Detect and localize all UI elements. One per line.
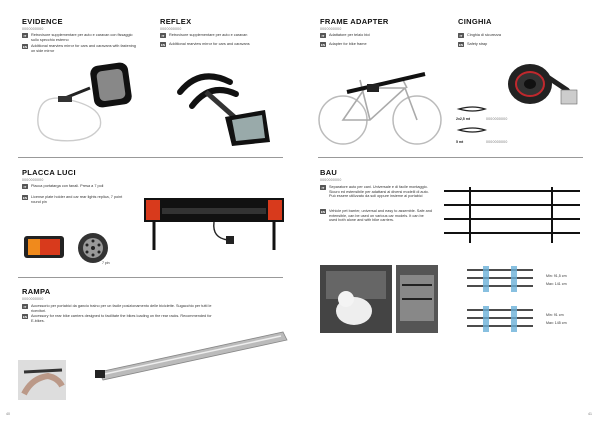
cinghia-en-row	[458, 42, 568, 47]
reflex-code: 0000000000	[160, 27, 182, 31]
it-flag-icon: IT	[23, 304, 27, 309]
bau-dimension-image-1	[465, 266, 535, 296]
page-number-left: 40	[6, 412, 10, 416]
divider-left-bottom	[18, 277, 283, 278]
cinghia-it-row	[458, 33, 568, 38]
bau-it-text: Separatore auto per cani. Universale e di facile montaggio. Sicuro ed estensibile per adattarsi ai diversi modelli di auto. Può essere utilizzato da soli oppure insieme ai portabici	[329, 185, 429, 199]
cinghia-25-code: 0000000000	[486, 117, 508, 121]
en-flag-icon: EN	[320, 209, 326, 214]
evidence-it-row	[22, 33, 137, 42]
bau-it-row	[320, 185, 432, 199]
bau-car-detail-image	[396, 265, 438, 333]
frame-adapter-it-row	[320, 33, 430, 38]
cinghia-en-text: Safety strap	[467, 42, 488, 46]
cinghia-strap-image	[505, 56, 585, 116]
evidence-title: EVIDENCE	[22, 17, 63, 26]
placca-title: PLACCA LUCI	[22, 168, 76, 177]
it-flag-icon: IT	[459, 33, 463, 38]
frame-adapter-it-text: Adattatore per telaio bici	[329, 33, 370, 37]
frame-adapter-en-text: Adapter for bike frame	[329, 42, 367, 46]
evidence-mirror-image	[30, 62, 140, 152]
it-flag-icon: IT	[321, 185, 325, 190]
bau-min1: Min: 91,5 cm	[546, 274, 567, 278]
reflex-en-text: Additional rearview mirror for cars and caravans	[169, 42, 250, 46]
evidence-it-text: Retrovisore supplementare per auto e caravan con fissaggio sullo specchio esterno	[31, 33, 133, 42]
bau-title: BAU	[320, 168, 338, 177]
it-flag-icon: IT	[23, 184, 27, 189]
reflex-en-row	[160, 42, 285, 47]
rampa-code: 0000000000	[22, 297, 44, 301]
reflex-title: REFLEX	[160, 17, 192, 26]
divider-left-top	[18, 157, 283, 158]
rampa-hand-image	[18, 360, 66, 400]
evidence-en-text: Additional rearview mirror for cars and caravans with fastening on side mirror	[31, 44, 136, 53]
evidence-code: 0000000000	[22, 27, 44, 31]
rampa-title: RAMPA	[22, 287, 51, 296]
placca-en-text: License plate holder and car rear lights replica, 7 point round pin	[31, 195, 123, 204]
bau-max1: Max: 141 cm	[546, 282, 567, 286]
placca-light-image	[22, 232, 70, 262]
bau-min2: Min: 91 cm	[546, 313, 564, 317]
en-flag-icon: EN	[22, 314, 28, 319]
frame-adapter-title: FRAME ADAPTER	[320, 17, 389, 26]
en-flag-icon: EN	[160, 42, 166, 47]
bau-en-row	[320, 209, 432, 223]
cinghia-title: CINGHIA	[458, 17, 492, 26]
cinghia-25-label: 2x2,5 mt	[456, 117, 471, 121]
rampa-ramp-image	[95, 322, 290, 384]
divider-right	[318, 157, 583, 158]
cinghia-5-label: 5 mt	[456, 140, 464, 144]
placca-en-row	[22, 195, 132, 204]
placca-it-row	[22, 184, 132, 189]
bau-code: 0000000000	[320, 178, 342, 182]
frame-adapter-bike-image	[315, 58, 445, 148]
page-number-right: 41	[588, 412, 592, 416]
reflex-it-text: Retrovisore supplementare per auto e caravan	[169, 33, 248, 37]
bau-dimension-image-2	[465, 306, 535, 336]
it-flag-icon: IT	[23, 33, 27, 38]
rampa-it-text: Accessorio per portabici da gancio traino per un facile posizionamento delle biciclette. Sugacchio per tutti le ricevitori.	[31, 304, 212, 313]
rampa-en-text: Accessory for rear bike carriers designed to facilitate the bikes loading on the rear racks. Recommended for E-bikes.	[31, 314, 212, 323]
en-flag-icon: EN	[320, 42, 326, 47]
en-flag-icon: EN	[22, 44, 28, 49]
placca-code: 0000000000	[22, 178, 44, 182]
reflex-it-row	[160, 33, 285, 38]
bau-max2: Max: 145 cm	[546, 321, 567, 325]
cinghia-5-code: 0000000000	[486, 140, 508, 144]
placca-it-text: Placca portatarga con fanali. Presa a 7 poli	[31, 184, 104, 188]
it-flag-icon: IT	[321, 33, 325, 38]
cinghia-it-text: Cinghia di sicurezza	[467, 33, 501, 37]
bau-en-text: Vehicle pet barrier, universal and easy to assemble. Safe and extensible, can be used on various car models. It can be used both alone and with bike carriers.	[329, 209, 432, 223]
en-flag-icon: EN	[22, 195, 28, 200]
placca-plate-image	[140, 192, 290, 262]
frame-adapter-code: 0000000000	[320, 27, 342, 31]
it-flag-icon: IT	[161, 33, 165, 38]
bau-barrier-image	[440, 185, 585, 247]
rampa-it-row	[22, 304, 212, 313]
placca-pin-label: 7 pin	[102, 261, 110, 265]
bau-car-dog-image	[320, 265, 392, 333]
frame-adapter-en-row	[320, 42, 430, 47]
en-flag-icon: EN	[458, 42, 464, 47]
evidence-en-row	[22, 44, 137, 53]
reflex-mirror-image	[170, 62, 280, 152]
